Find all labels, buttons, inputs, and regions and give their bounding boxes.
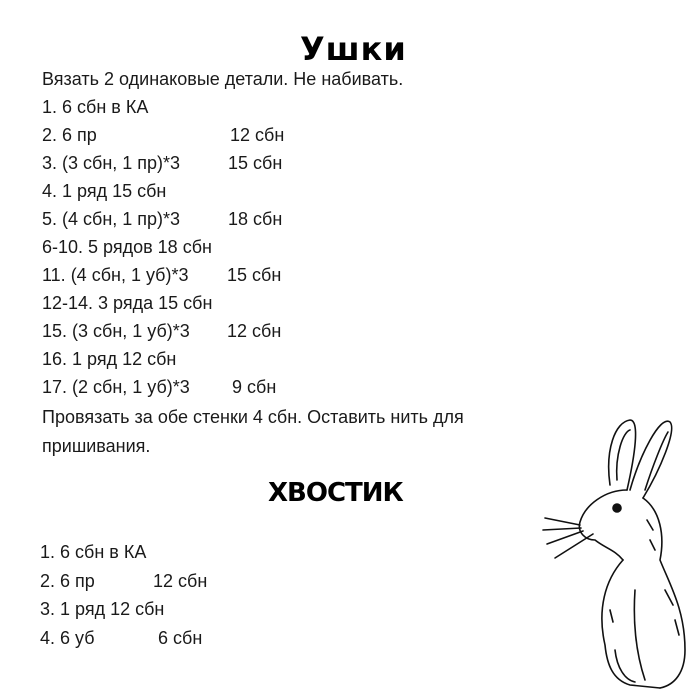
row-step: 5. (4 сбн, 1 пр)*3 <box>42 209 181 229</box>
row-step: 1. 6 сбн в КА <box>40 542 147 562</box>
ears-outro-cont: пришивания. <box>42 436 151 456</box>
ears-intro: Вязать 2 одинаковые детали. Не набивать. <box>42 69 404 89</box>
ears-row <box>42 236 212 258</box>
row-step: 3. 1 ряд 12 сбн <box>40 599 165 619</box>
ears-title: Ушки <box>300 30 407 68</box>
tail-title: ХВОСТИК <box>268 478 403 508</box>
row-step: 12-14. 3 ряда 15 сбн <box>42 293 213 313</box>
ears-outro: Провязать за обе стенки 4 сбн. Оставить нить для <box>42 407 464 427</box>
rabbit-illustration <box>535 410 690 690</box>
row-count: 6 сбн <box>158 628 203 648</box>
row-step: 2. 6 пр <box>40 571 95 591</box>
tail-row <box>40 570 208 592</box>
tail-row <box>40 627 203 649</box>
ears-row <box>42 264 282 286</box>
row-count: 15 сбн <box>227 265 282 285</box>
row-count: 12 сбн <box>227 321 282 341</box>
ears-row <box>42 96 148 118</box>
row-step: 2. 6 пр <box>42 125 97 145</box>
row-step: 11. (4 сбн, 1 уб)*3 <box>42 265 189 285</box>
row-count: 9 сбн <box>232 377 277 397</box>
row-count: 15 сбн <box>228 153 283 173</box>
tail-row <box>40 541 146 563</box>
ears-row <box>42 152 283 174</box>
row-step: 1. 6 сбн в КА <box>42 97 149 117</box>
ears-row <box>42 348 176 370</box>
ears-row <box>42 376 277 398</box>
row-step: 6-10. 5 рядов 18 сбн <box>42 237 212 257</box>
ears-row <box>42 292 212 314</box>
tail-row <box>40 598 164 620</box>
row-step: 4. 1 ряд 15 сбн <box>42 181 167 201</box>
row-step: 4. 6 уб <box>40 628 95 648</box>
row-count: 18 сбн <box>228 209 283 229</box>
row-step: 16. 1 ряд 12 сбн <box>42 349 177 369</box>
row-count: 12 сбн <box>230 125 285 145</box>
row-step: 15. (3 сбн, 1 уб)*3 <box>42 321 190 341</box>
ears-row <box>42 320 282 342</box>
row-step: 3. (3 сбн, 1 пр)*3 <box>42 153 181 173</box>
ears-row <box>42 124 285 146</box>
row-count: 12 сбн <box>153 571 208 591</box>
ears-row <box>42 208 283 230</box>
ears-row <box>42 180 166 202</box>
row-step: 17. (2 сбн, 1 уб)*3 <box>42 377 190 397</box>
